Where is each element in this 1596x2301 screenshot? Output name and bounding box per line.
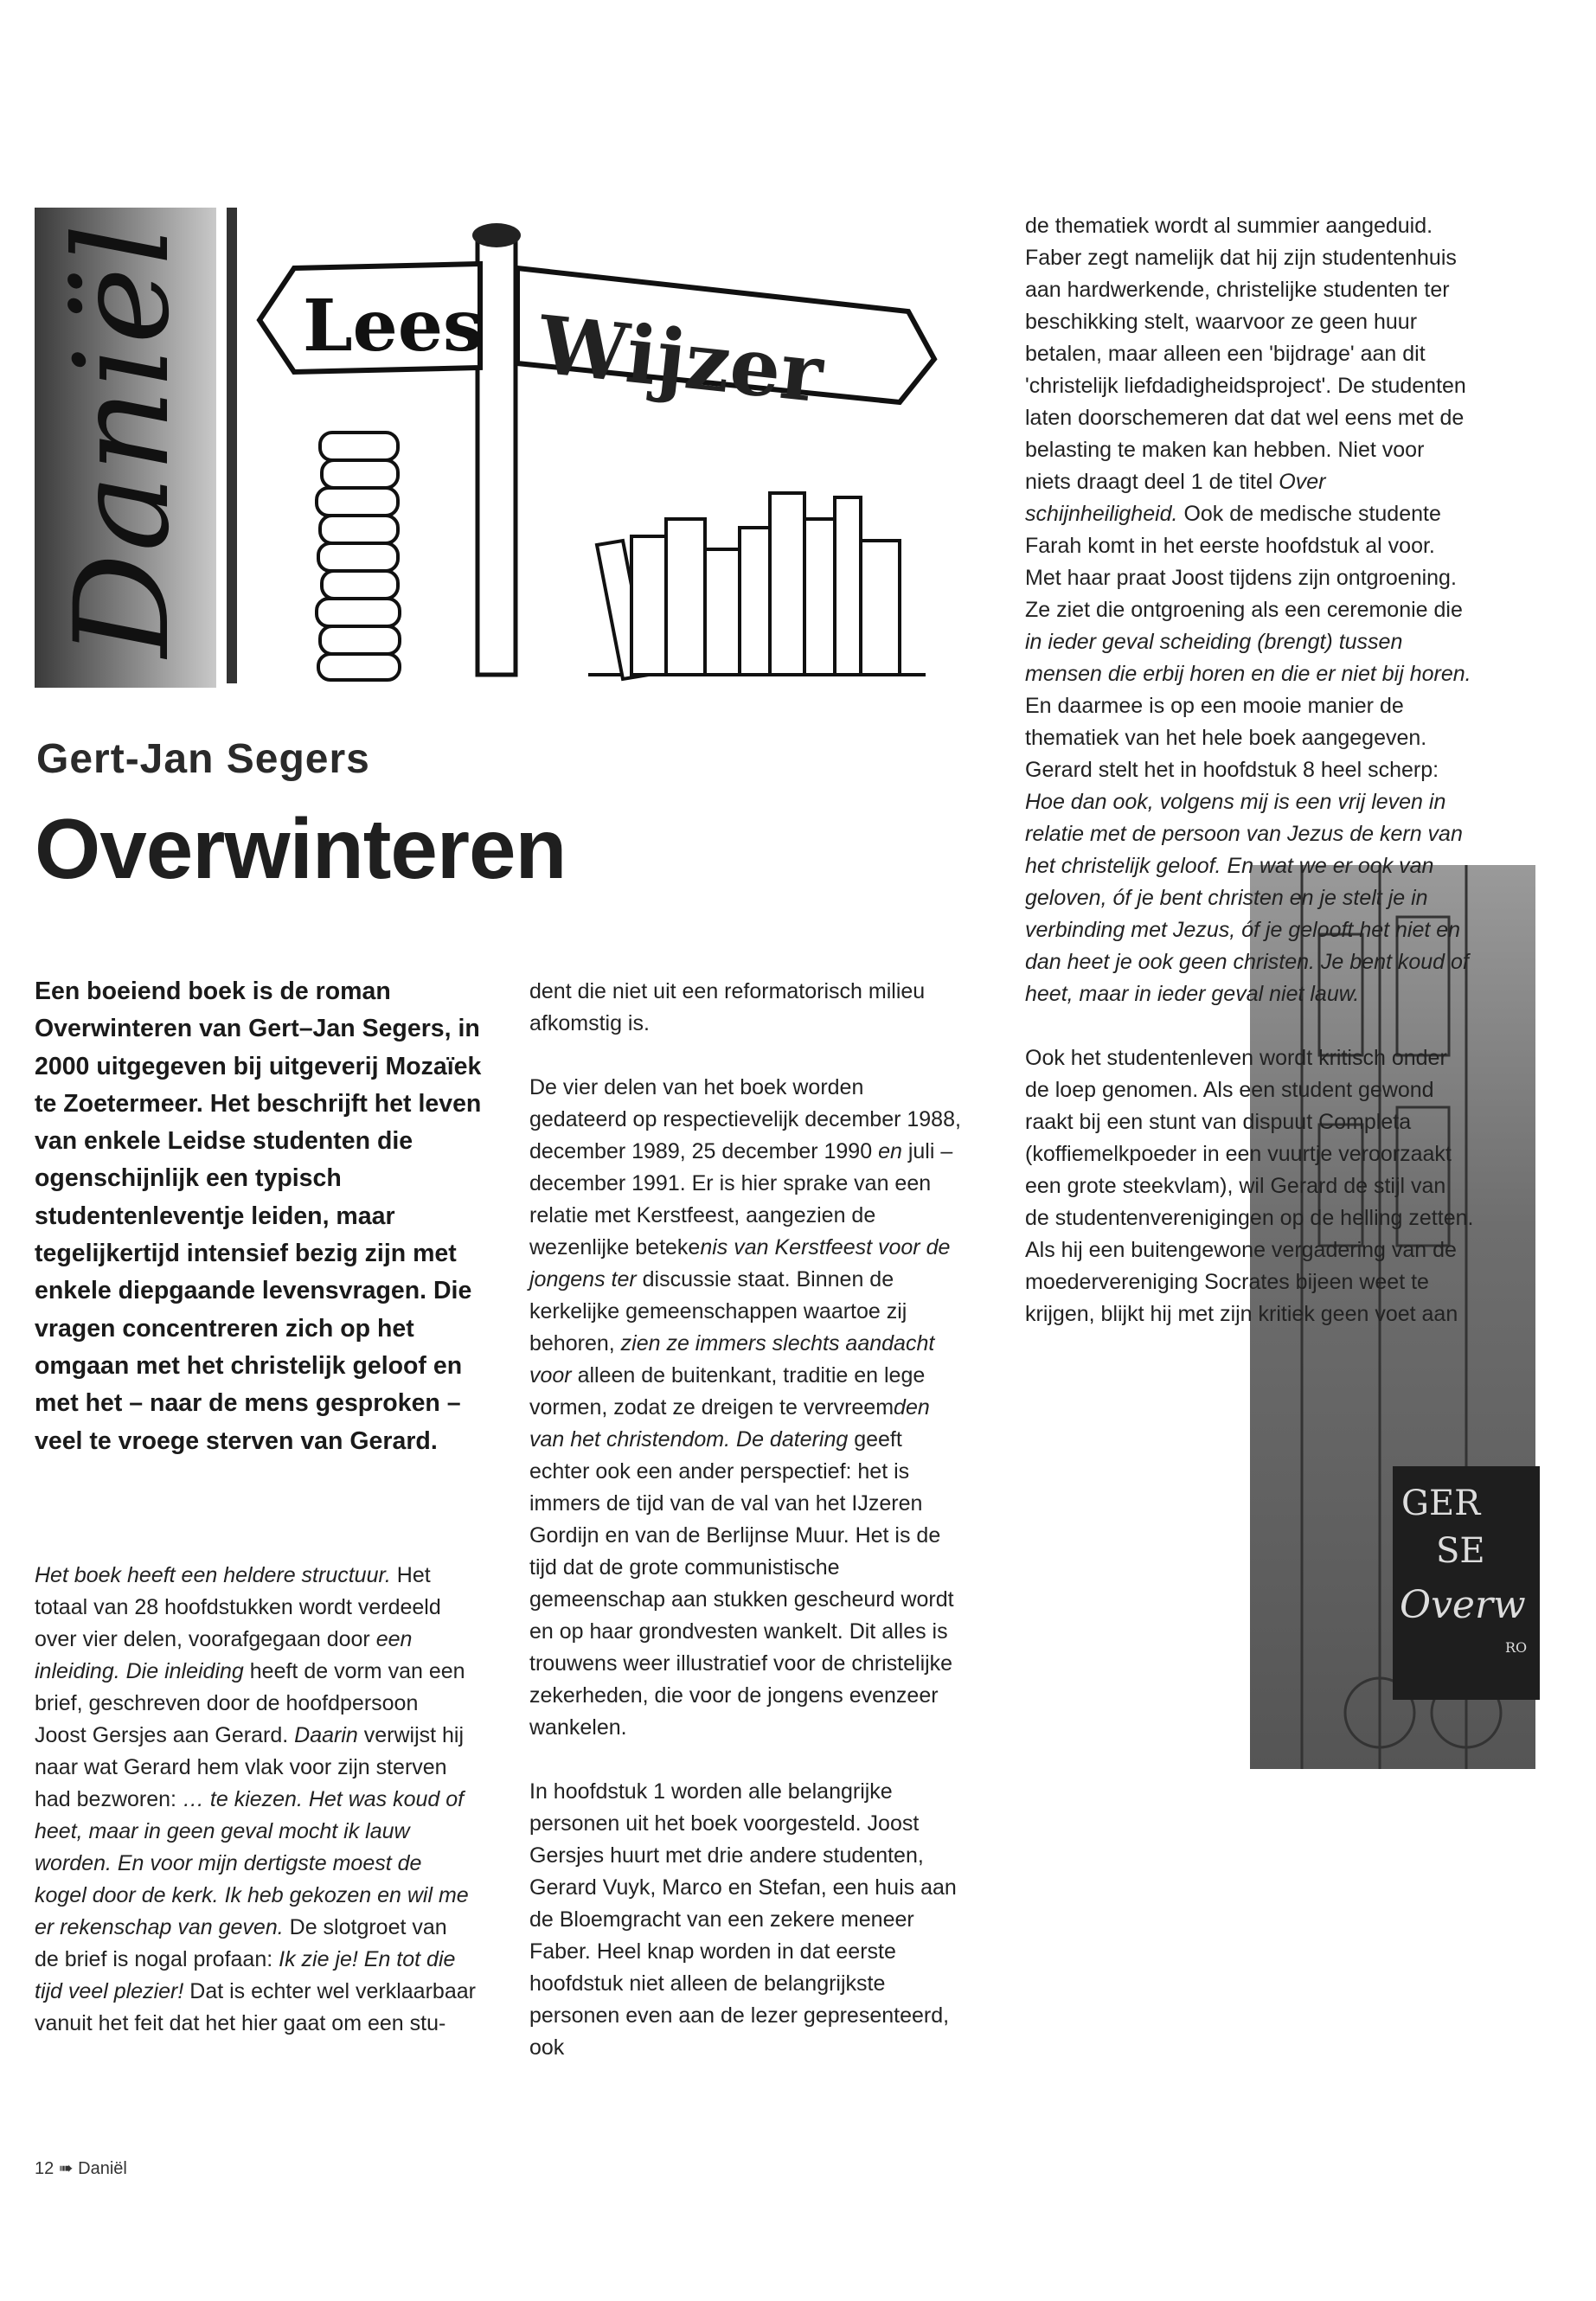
column-3-paragraph-1: de thematiek wordt al summier aangeduid. Faber zegt namelijk dat hij zijn studentenhuis aan hardwerkende, christelijke studenten ter beschikking stelt, waarvoor ze geen huur betalen, maar alleen een 'bijdrage' aan dit 'christelijk liefdadigheidsproject'. De studenten laten doorschemeren dat dat wel eens met de belasting te maken kan hebben. Niet voor niets draagt deel 1 de titel Over schijnheiligheid. Ook de medische studente Farah komt in het eerste hoofdstuk al voor. Met haar praat Joost tijdens zijn ontgroening. Ze ziet die ontgroening als een ceremonie die in ieder geval scheiding (brengt) tussen mensen die erbij horen en die er niet bij horen. En daarmee is op een mooie manier de thematiek van het hele boek aangegeven. Gerard stelt het in hoofdstuk 8 heel scherp: Hoe dan ook, volgens mij is een vrij leven in relatie met de persoon van Jezus de kern van het christelijk geloof. En wat we er ook van geloven, óf je bent christen en je stelt je in verbinding met Jezus, óf je gelooft het niet en dan heet je ook geen christen. Je bent koud of heet, maar in ieder geval niet lauw. bbox=[1025, 214, 1471, 1006]
book-stack bbox=[317, 433, 400, 680]
article-intro: Een boeiend boek is de roman Overwinteren van Gert–Jan Segers, in 2000 uitgegeven bij uitgeverij Mozaïek te Zoetermeer. Het beschrijft het leven van enkele Leidse studenten die ogenschijnlijk een typisch studentenleventje leiden, maar tegelijkertijd intensief bezig zijn met enkele diepgaande levensvragen. Die vragen concentreren zich op het omgaan met het christelijk geloof en met het – naar de mens gesproken – veel te vroege sterven van Gerard. bbox=[35, 977, 482, 1455]
column-1-paragraph: Het boek heeft een heldere structuur. Het totaal van 28 hoofdstukken wordt verdeeld over vier delen, voorafgegaan door een inleiding. Die inleiding heeft de vorm van een brief, geschreven door de hoofdpersoon Joost Gersjes aan Gerard. Daarin verwijst hij naar wat Gerard hem vlak voor zijn sterven had bezworen: … te kiezen. Het was koud of heet, maar in geen geval mocht ik lauw worden. En voor mijn dertigste moest de kogel door de kerk. Ik heb gekozen en wil me er rekenschap van geven. De slotgroet van de brief is nogal profaan: Ik zie je! En tot die tijd veel plezier! Dat is echter wel verklaarbaar vanuit het feit dat het hier gaat om een stu- bbox=[35, 1563, 476, 2035]
article-author: Gert-Jan Segers bbox=[36, 736, 370, 782]
article-title: Overwinteren bbox=[35, 801, 567, 896]
column-2-paragraph-0: dent die niet uit een reformatorisch milieu afkomstig is. bbox=[529, 979, 926, 1035]
page-footer bbox=[35, 2157, 127, 2179]
sign-left-text: Lees bbox=[303, 285, 484, 368]
column-1 bbox=[35, 1560, 476, 2072]
column-3 bbox=[1025, 210, 1475, 1362]
column-2-paragraph-1: De vier delen van het boek worden gedateerd op respectievelijk december 1988, december 1989, 25 december 1990 en juli – december 1991. Er is hier sprake van een relatie met Kerstfeest, aangezien de wezenlijke betekenis van Kerstfeest voor de jongens ter discussie staat. Binnen de kerkelijke gemeenschappen waartoe zij behoren, zien ze immers slechts aandacht voor alleen de buitenkant, traditie en lege vormen, zodat ze dreigen te vervreemden van het christendom. De datering geeft echter ook een ander perspectief: het is immers de tijd van de val van het IJzeren Gordijn en van de Berlijnse Muur. Het is de tijd dat de grote communistische gemeenschap aan stukken gescheurd wordt en op haar grondvesten wankelt. Dit alles is trouwens weer illustratief voor de christelijke zekerheden, die voor de jongens evenzeer wankelen. bbox=[529, 1075, 961, 1740]
page-number: 12 bbox=[35, 2159, 54, 2178]
magazine-name: Daniël bbox=[78, 2159, 127, 2178]
arrow-icon: ➠ bbox=[58, 2159, 74, 2178]
column-2-paragraph-2: In hoofdstuk 1 worden alle belangrijke personen uit het boek voorgesteld. Joost Gersjes huurt met drie andere studenten, Gerard Vuyk, Marco en Stefan, een huis aan de Bloemgracht van een zekere meneer Faber. Heel knap worden in dat eerste hoofdstuk niet alleen de belangrijkste personen even aan de lezer gepresenteerd, ook bbox=[529, 1779, 957, 2060]
signpost-pole bbox=[478, 234, 516, 675]
divider-bar bbox=[227, 208, 237, 683]
sign-right-text: Wijzer bbox=[534, 298, 828, 421]
signpost-illustration bbox=[242, 208, 969, 688]
signpost-cap bbox=[472, 223, 521, 247]
book-cover-image: GER SE Overw RO bbox=[1393, 1466, 1540, 1700]
column-2 bbox=[529, 976, 966, 2096]
bookshelf bbox=[588, 493, 926, 679]
column-3-paragraph-2: Ook het studentenleven wordt kritisch onder de loep genomen. Als een student gewond raakt bij een stunt van dispuut Completa (koffiemelkpoeder in een vuurtje veroorzaakt een grote steekvlam), wil Gerard de stijl van de studentenverenigingen op de helling zetten. Als hij een buitengewone vergadering van de moedervereniging Socrates bijeen weet te krijgen, blijkt hij met zijn kritiek geen voet aan bbox=[1025, 1046, 1474, 1326]
masthead-title: Daniël bbox=[48, 221, 198, 657]
